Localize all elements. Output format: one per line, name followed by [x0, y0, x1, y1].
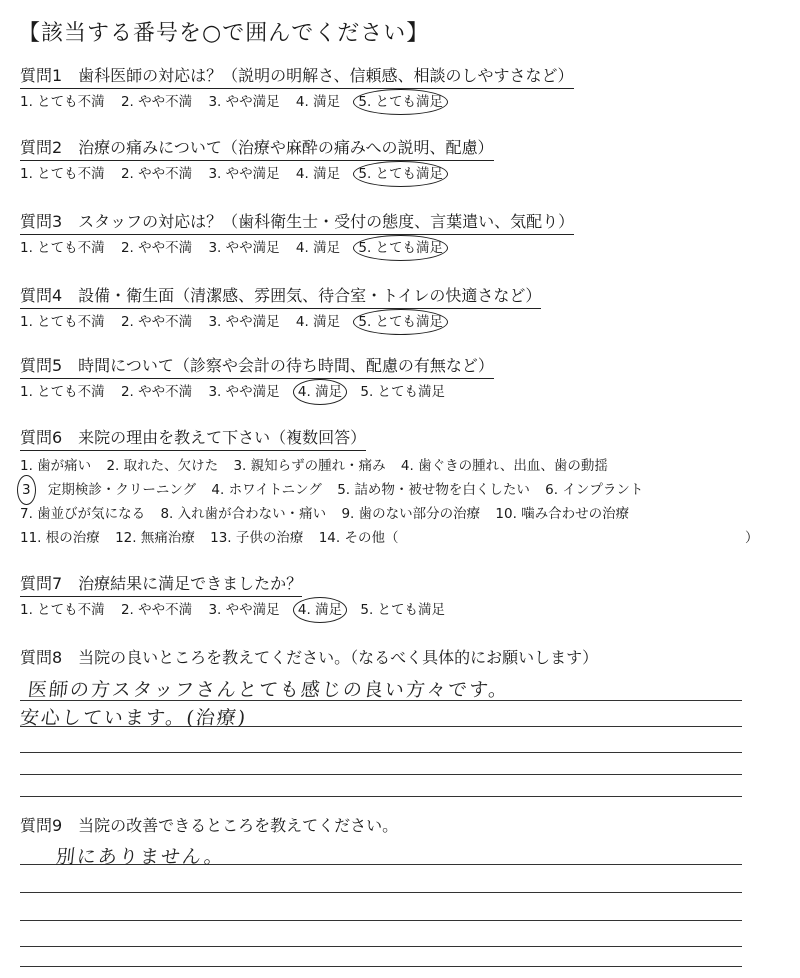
- reason-option[interactable]: 5. 詰め物・被せ物を白くしたい: [337, 482, 530, 498]
- rating-options: [20, 312, 790, 332]
- answer-line: [20, 752, 742, 753]
- option-2[interactable]: 2. やや不満: [120, 602, 193, 618]
- answer-line: [20, 774, 742, 775]
- option-3[interactable]: 3. やや満足: [208, 384, 280, 400]
- answer-line: [20, 892, 742, 893]
- option-3[interactable]: 3. やや満足: [208, 240, 280, 256]
- question-title: 質問3 スタッフの対応は？（歯科衛生士・受付の態度、言葉遣い、気配り）: [20, 212, 574, 235]
- question-title: 質問1 歯科医師の対応は？（説明の明解さ、信頼感、相談のしやすさなど）: [20, 66, 574, 89]
- option-4[interactable]: 4. 満足: [295, 240, 341, 256]
- reason-option[interactable]: 10. 噛み合わせの治療: [495, 506, 630, 522]
- option-4-selected[interactable]: 4. 満足: [297, 384, 343, 400]
- answer-line: [20, 796, 742, 797]
- other-close-paren: ）: [745, 530, 759, 546]
- reason-option[interactable]: 3. 親知らずの腫れ・痛み: [233, 458, 386, 474]
- option-1[interactable]: 1. とても不満: [20, 602, 105, 618]
- answer-line: [20, 966, 742, 967]
- option-4[interactable]: 4. 満足: [295, 314, 341, 330]
- option-5[interactable]: 5. とても満足: [360, 384, 446, 400]
- reason-options: [20, 454, 790, 550]
- question-title: 質問5 時間について（診察や会計の待ち時間、配慮の有無など）: [20, 356, 494, 379]
- answer-line: [20, 946, 742, 947]
- option-2[interactable]: 2. やや不満: [120, 166, 193, 182]
- reason-option[interactable]: 6. インプラント: [545, 482, 644, 498]
- option-3[interactable]: 3. やや満足: [208, 602, 280, 618]
- answer-lines-q8[interactable]: [20, 670, 742, 800]
- answer-lines-q9[interactable]: [20, 838, 742, 968]
- rating-options: [20, 92, 790, 112]
- question-6: [20, 428, 790, 550]
- form-header: 【該当する番号を○で囲んでください】: [18, 21, 430, 46]
- reason-row-1: [20, 454, 790, 478]
- question-9: [20, 816, 790, 836]
- reason-option[interactable]: 11. 根の治療: [20, 530, 100, 546]
- option-4[interactable]: 4. 満足: [295, 94, 341, 110]
- option-2[interactable]: 2. やや不満: [120, 240, 193, 256]
- question-3: [20, 212, 790, 258]
- reason-option[interactable]: 2. 取れた、欠けた: [106, 458, 219, 474]
- option-1[interactable]: 1. とても不満: [20, 314, 105, 330]
- question-2: [20, 138, 790, 184]
- reason-option-other[interactable]: 14. その他（: [318, 530, 399, 546]
- rating-options: [20, 382, 790, 402]
- option-2[interactable]: 2. やや不満: [120, 94, 193, 110]
- reason-option[interactable]: 4. ホワイトニング: [211, 482, 322, 498]
- question-4: [20, 286, 790, 332]
- rating-options: [20, 238, 790, 258]
- option-5-selected[interactable]: 5. とても満足: [358, 314, 444, 330]
- answer-line: [20, 920, 742, 921]
- question-title: 質問2 治療の痛みについて（治療や麻酔の痛みへの説明、配慮）: [20, 138, 494, 161]
- reason-row-3: [20, 502, 790, 526]
- option-3[interactable]: 3. やや満足: [208, 166, 280, 182]
- option-5-selected[interactable]: 5. とても満足: [358, 240, 444, 256]
- option-5-selected[interactable]: 5. とても満足: [358, 166, 444, 182]
- question-5: [20, 356, 790, 402]
- handwritten-answer-line-1: 別にありません。: [54, 846, 227, 868]
- option-2[interactable]: 2. やや不満: [120, 384, 193, 400]
- question-title: 質問4 設備・衛生面（清潔感、雰囲気、待合室・トイレの快適さなど）: [20, 286, 541, 309]
- option-3[interactable]: 3. やや満足: [208, 94, 280, 110]
- reason-option[interactable]: 9. 歯のない部分の治療: [341, 506, 481, 522]
- question-title: 質問7 治療結果に満足できましたか？: [20, 574, 302, 597]
- option-5[interactable]: 5. とても満足: [360, 602, 446, 618]
- reason-option[interactable]: 1. 歯が痛い: [20, 458, 92, 474]
- question-title: 質問9 当院の改善できるところを教えてください。: [20, 816, 399, 835]
- question-1: [20, 66, 790, 112]
- rating-options: [20, 600, 790, 620]
- option-1[interactable]: 1. とても不満: [20, 384, 105, 400]
- rating-options: [20, 164, 790, 184]
- option-5-selected[interactable]: 5. とても満足: [358, 94, 444, 110]
- reason-option[interactable]: 7. 歯並びが気になる: [20, 506, 146, 522]
- option-1[interactable]: 1. とても不満: [20, 240, 105, 256]
- reason-option[interactable]: 13. 子供の治療: [210, 530, 304, 546]
- option-3[interactable]: 3. やや満足: [208, 314, 280, 330]
- question-7: [20, 574, 790, 620]
- option-1[interactable]: 1. とても不満: [20, 166, 105, 182]
- option-2[interactable]: 2. やや不満: [120, 314, 193, 330]
- option-4[interactable]: 4. 満足: [295, 166, 341, 182]
- option-1[interactable]: 1. とても不満: [20, 94, 105, 110]
- reason-row-2: [20, 478, 790, 502]
- reason-option[interactable]: 8. 入れ歯が合わない・痛い: [160, 506, 327, 522]
- reason-option[interactable]: 4. 歯ぐきの腫れ、出血、歯の動揺: [400, 458, 608, 474]
- question-8: [20, 648, 790, 668]
- option-4-selected[interactable]: 4. 満足: [297, 602, 343, 618]
- reason-option-selected[interactable]: 定期検診・クリーニング: [47, 482, 197, 498]
- handwritten-answer-line-1: 医師の方スタッフさんとても感じの良い方々です。: [26, 679, 511, 701]
- reason-number-selected[interactable]: 3: [20, 478, 33, 502]
- question-title: 質問8 当院の良いところを教えてください。（なるべく具体的にお願いします）: [20, 648, 599, 667]
- question-title: 質問6 来院の理由を教えて下さい（複数回答）: [20, 428, 366, 451]
- reason-row-4: [20, 526, 790, 550]
- handwritten-answer-line-2: 安心しています。(治療): [18, 707, 249, 729]
- reason-option[interactable]: 12. 無痛治療: [115, 530, 195, 546]
